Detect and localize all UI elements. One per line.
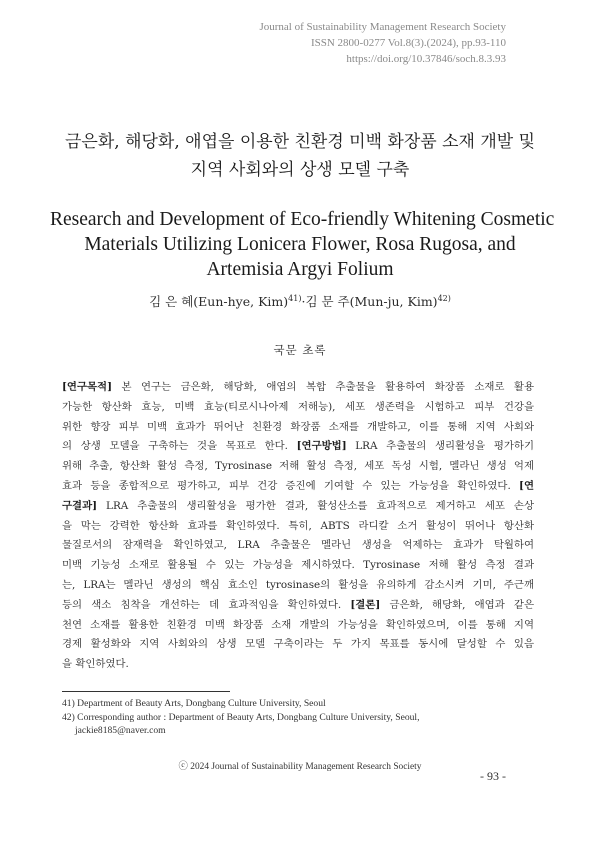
- english-title-line-1: Research and Development of Eco-friendly Whitening Cosmetic: [50, 209, 555, 230]
- korean-title: [60, 128, 540, 184]
- abstract-text: 효과 등을 종합적으로 평가하고, 피부 건강 증진에 기여할 수 있는 가능성을 확인하였다.: [62, 479, 520, 492]
- author-2-footnote-mark[interactable]: 42): [437, 293, 451, 303]
- section-label-method: [연구방법]: [296, 440, 347, 453]
- page-number: - 93 -: [480, 769, 506, 783]
- footnotes: [62, 697, 532, 738]
- korean-title-line-2: 지역 사회와의 상생 모델 구축: [190, 160, 410, 180]
- abstract-line: 을 확인하였다.: [62, 658, 129, 671]
- footnote-41: 41) Department of Beauty Arts, Dongbang Culture University, Seoul: [62, 698, 326, 709]
- abstract-line: 을 막는 강력한 항산화 효과를 확인하였다. 특히, ABTS 라디칼 소거 활성이 뛰어나 항산화: [62, 519, 534, 532]
- abstract-line: [62, 477, 534, 497]
- author-1-footnote-mark[interactable]: 41): [288, 293, 302, 303]
- english-title: [50, 207, 555, 282]
- abstract-line: 위해 추출, 항산화 활성 측정, Tyrosinase 저해 활성 측정, 세포 독성 시험, 멜라닌 생성 억제: [62, 460, 534, 473]
- english-title-line-2: Materials Utilizing Lonicera Flower, Rosa Rugosa, and: [84, 234, 516, 255]
- section-label-results-end: 구결과]: [62, 499, 98, 512]
- journal-issn-volume: ISSN 2800-0277 Vol.8(3).(2024), pp.93-110: [310, 37, 506, 49]
- abstract-line: 가능한 항산화 효능, 미백 효능(티로시나아제 저해능), 세포 생존력을 시험하고 피부 건강을: [62, 400, 534, 413]
- abstract-text: 본 연구는 금은화, 해당화, 애엽의 복합 추출물을 활용하여 화장품 소재로 활용: [111, 381, 534, 393]
- footnote-42-email[interactable]: jackie8185@naver.com: [75, 725, 166, 736]
- section-label-conclusion: [결론]: [350, 598, 381, 611]
- journal-doi-link[interactable]: https://doi.org/10.37846/soch.8.3.93: [346, 53, 506, 65]
- abstract-line: 천연 소재를 활용한 친환경 미백 화장품 소재 개발의 가능성을 확인하였으며, 이를 통해 지역: [62, 618, 534, 631]
- copyright-notice: ⓒ 2024 Journal of Sustainability Management Research Society: [178, 762, 422, 772]
- abstract-text: 금은화, 해당화, 애엽과 같은: [380, 598, 534, 611]
- abstract-line: 물질로서의 잠재력을 확인하였고, LRA 추출물은 멜라닌 생성을 억제하는 효과가 탁월하여: [62, 539, 534, 552]
- journal-header: [259, 19, 506, 67]
- english-title-line-3: Artemisia Argyi Folium: [206, 259, 394, 280]
- abstract-line: 위한 향장 피부 미백 효과가 뛰어난 친환경 화장품 소재를 개발하고, 이를 통해 지역 사회와: [62, 420, 534, 433]
- section-label-purpose: [연구목적]: [62, 381, 112, 393]
- abstract-line: [62, 378, 534, 398]
- author-1-name: 김 은 혜(Eun-hye, Kim): [149, 294, 289, 309]
- abstract-text: LRA 추출물의 생리활성을 평가한 결과, 활성산소를 효과적으로 제거하고 세포 손상: [97, 499, 534, 512]
- abstract-line: 는, LRA는 멜라닌 생성의 핵심 효소인 tyrosinase의 활성을 유의하게 감소시켜 기미, 주근깨: [62, 578, 534, 591]
- author-2-name: 김 문 주(Mun-ju, Kim): [305, 294, 438, 309]
- abstract-text: 의 상생 모델을 구축하는 것을 목표로 한다.: [62, 440, 297, 453]
- abstract-line: [62, 596, 534, 616]
- abstract-line: 경제 활성화와 지역 사회와의 상생 모델 구축이라는 두 가지 목표를 동시에 달성할 수 있음: [62, 638, 534, 651]
- abstract-line: [62, 497, 534, 517]
- author-separator: ·: [301, 294, 306, 309]
- korean-abstract: [62, 378, 534, 675]
- section-label-results-start: [연: [519, 479, 534, 492]
- journal-name: Journal of Sustainability Management Research Society: [259, 21, 506, 33]
- abstract-heading: 국문 초록: [273, 343, 327, 357]
- footnote-divider: [62, 691, 230, 692]
- abstract-line: 미백 기능성 소재로 활용될 수 있는 가능성을 제시하였다. Tyrosinase 저해 활성 측정 결과: [62, 559, 534, 572]
- footnote-42: 42) Corresponding author : Department of Beauty Arts, Dongbang Culture University, Seoul,: [62, 711, 420, 723]
- abstract-text: LRA 추출물의 생리활성을 평가하기: [346, 440, 534, 453]
- korean-title-line-1: 금은화, 해당화, 애엽을 이용한 친환경 미백 화장품 소재 개발 및: [65, 132, 535, 152]
- author-list: [60, 294, 540, 310]
- abstract-line: [62, 437, 534, 457]
- abstract-text: 등의 색소 침착을 개선하는 데 효과적임을 확인하였다.: [62, 598, 351, 611]
